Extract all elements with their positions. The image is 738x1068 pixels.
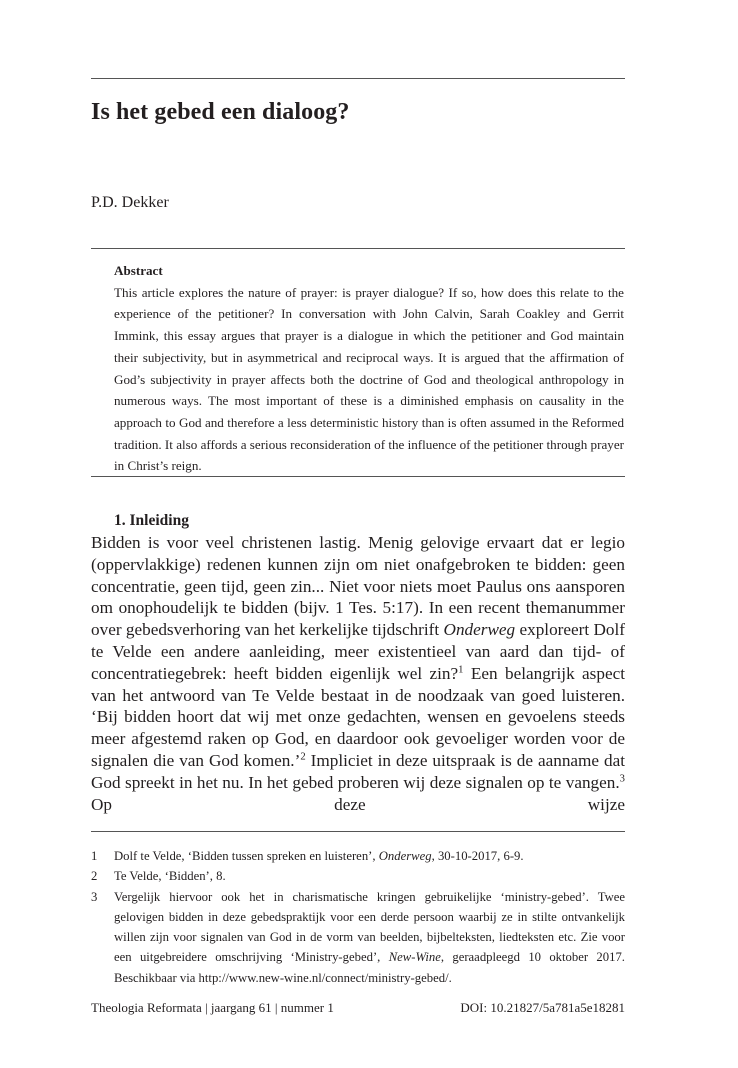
doi: DOI: 10.21827/5a781a5e18281 [460, 1000, 625, 1015]
footnote-text [114, 866, 625, 886]
abstract-block [114, 260, 624, 477]
footnote-ref-1[interactable]: 1 [458, 664, 464, 676]
footnote-text-part: Vergelijk hiervoor ook het in charismatische kringen gebruikelijke ‘ministry-gebed’. Twee gelovigen bidden in deze gebedspraktijk voor een derde persoon waarbij ze in stilte ontvankelijk willen zijn voor signalen van God in de vorm van beelden, bijbelteksten, liedteksten etc. Zie voor een uitgebreidere omschrijving ‘Ministry-gebed’, [114, 889, 625, 965]
body-text-part: exploreert Dolf te Velde een andere aanleiding, meer existentieel van aard dan tijd- of concentratiegebrek: heeft bidden eigenlijk wel zin? [91, 620, 626, 683]
abstract-heading: Abstract [114, 263, 163, 278]
footnote [91, 866, 625, 886]
footnote-number: 3 [91, 889, 98, 904]
footnote-text-part: Te Velde, ‘Bidden’, 8. [114, 869, 226, 884]
footnote-text [114, 887, 625, 988]
footnote [91, 887, 625, 988]
footnote-italic: Onderweg [378, 849, 432, 863]
article-title: Is het gebed een dialoog? [91, 99, 350, 125]
body-text-part: Een belangrijk aspect van het antwoord van Te Velde bestaat in de noodzaak van goed luisteren. ‘Bij bidden hoort dat wij met onze gedachten, wensen en gevoelens steeds meer afgestemd raken op God, en daardoor ook gevoeliger worden voor de signalen die van God komen.’ [91, 663, 625, 770]
journal-info: Theologia Reformata | jaargang 61 | nummer 1 [91, 1000, 334, 1015]
footnote-number: 1 [91, 849, 98, 863]
body-paragraph [91, 532, 625, 815]
footnote-text-part: , geraadpleegd 10 oktober 2017. Beschikbaar via http://www.new-wine.nl/connect/ministry-gebed/. [114, 950, 625, 985]
footnote-text [114, 846, 625, 866]
footnote-text-part: Dolf te Velde, ‘Bidden tussen spreken en luisteren’, [114, 849, 379, 863]
top-rule [91, 78, 625, 79]
footnote-ref-2[interactable]: 2 [300, 751, 306, 763]
footnotes [91, 846, 625, 988]
section-heading: 1. Inleiding [114, 512, 189, 529]
abstract-text: This article explores the nature of prayer: is prayer dialogue? If so, how does this relate to the experience of the petitioner? In conversation with John Calvin, Sarah Coakley and Gerrit Immink, this essay argues that prayer is a dialogue in which the petitioner and God maintain their subjectivity, but in asymmetrical and reciprocal ways. It is argued that the affirmation of God’s subjectivity in prayer affects both the doctrine of God and theological anthropology in numerous ways. The most important of these is a diminished emphasis on causality in the approach to God and therefore a less deterministic history than is often assumed in the Reformed tradition. It also affords a serious reconsideration of the influence of the petitioner through prayer in Christ’s reign. [114, 284, 624, 474]
abstract-bottom-rule [91, 476, 625, 477]
footnote-rule [91, 831, 625, 832]
body-text-part: Op deze wijze [91, 794, 625, 814]
footnote-number: 2 [91, 869, 98, 884]
journal-name-italic: Onderweg [443, 620, 516, 640]
body-text-part: Bidden is voor veel christenen lastig. Menig gelovige ervaart dat er legio (oppervlakkige) redenen kunnen zijn om niet onafgebroken te bidden: geen concentratie, geen tijd, geen zin... Niet voor niets moet Paulus ons aansporen om onophoudelijk te bidden (bijv. 1 Tes. 5:17). In een recent themanummer over gebedsverhoring van het kerkelijke tijdschrift [91, 533, 625, 640]
footnote [91, 846, 625, 866]
footnote-ref-3[interactable]: 3 [619, 773, 625, 785]
author-name: P.D. Dekker [91, 194, 169, 211]
running-footer [91, 1000, 625, 1016]
body-text-part: Impliciet in deze uitspraak is de aanname dat God spreekt in het nu. In het gebed proberen wij deze signalen op te vangen. [91, 750, 625, 792]
footnote-text-part: , 30-10-2017, 6-9. [431, 849, 524, 863]
footnote-italic: New-Wine [388, 950, 441, 965]
abstract-top-rule [91, 248, 625, 249]
